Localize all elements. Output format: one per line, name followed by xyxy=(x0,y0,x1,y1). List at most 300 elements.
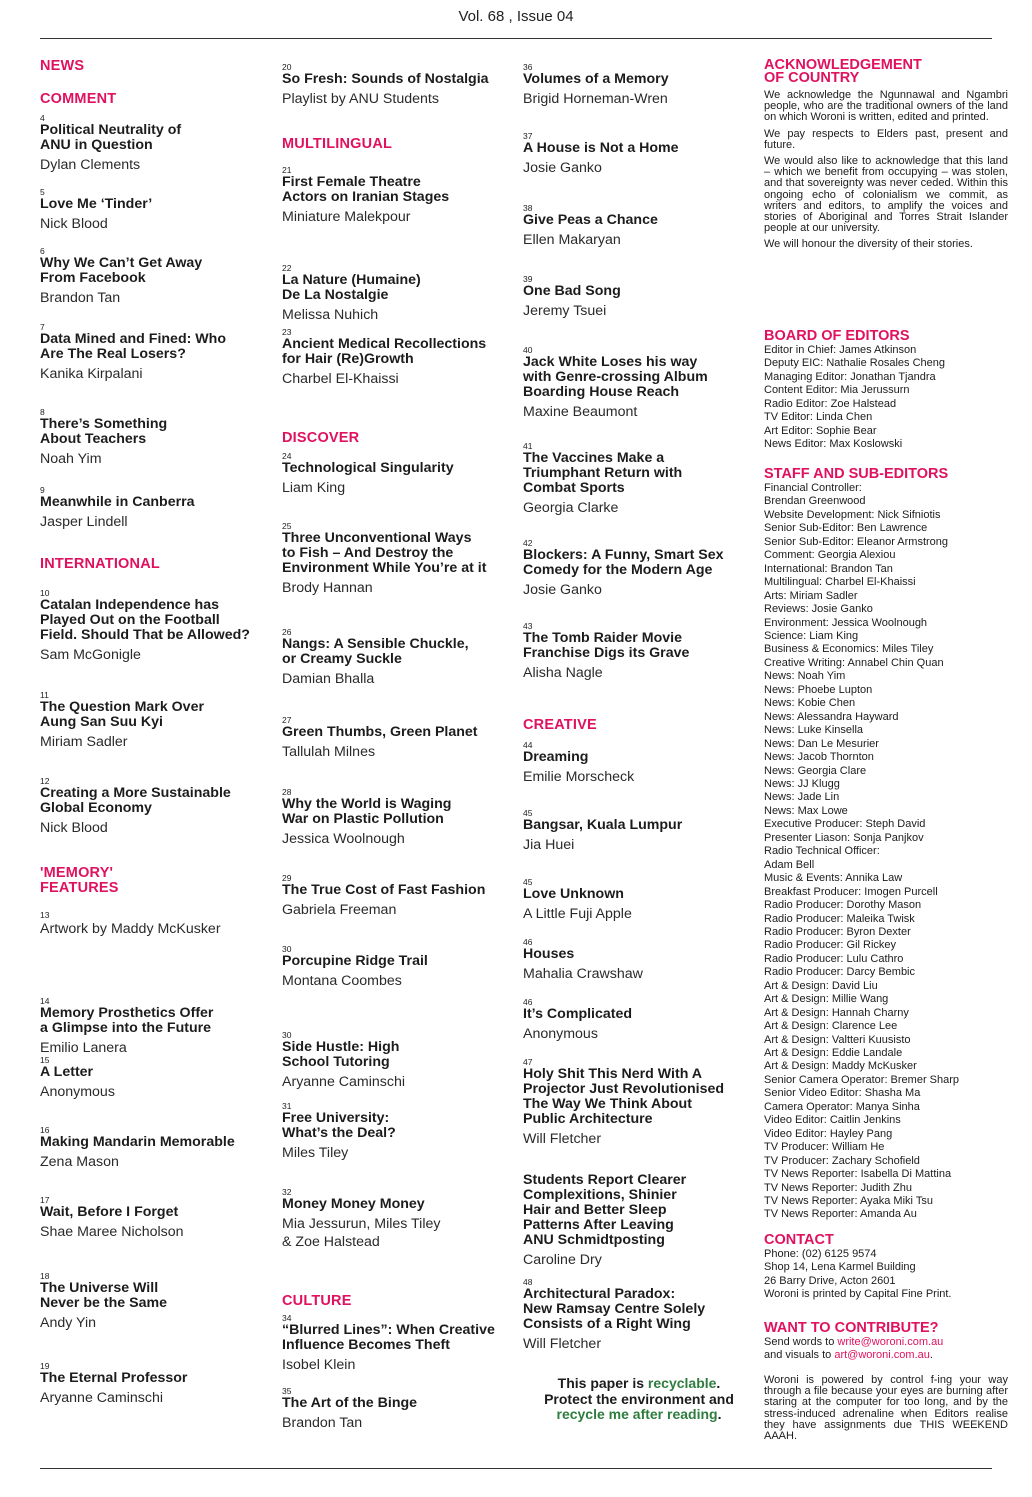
article-author: Shae Maree Nicholson xyxy=(40,1224,184,1240)
article-title: School Tutoring xyxy=(282,1054,390,1070)
article-author: Kanika Kirpalani xyxy=(40,366,143,382)
page-number: 21 xyxy=(282,165,292,175)
article-author: Brigid Horneman-Wren xyxy=(523,91,668,107)
article-title: Triumphant Return with xyxy=(523,465,683,481)
article-title: Actors on Iranian Stages xyxy=(282,189,450,205)
article-author: Playlist by ANU Students xyxy=(282,91,439,107)
staff-member: News: Georgia Clare xyxy=(764,764,867,777)
page-number: 46 xyxy=(523,997,533,1007)
toc-entry[interactable] xyxy=(40,690,272,751)
article-title: There’s Something xyxy=(40,416,168,432)
toc-entry[interactable] xyxy=(40,1195,272,1241)
article-title: Making Mandarin Memorable xyxy=(40,1134,235,1150)
toc-entry[interactable] xyxy=(523,1277,755,1353)
toc-entry[interactable] xyxy=(282,787,514,848)
recycle-text: This paper is xyxy=(557,1375,648,1391)
article-author: Miniature Malekpour xyxy=(282,209,411,225)
staff-member: Video Editor: Caitlin Jenkins xyxy=(764,1114,901,1127)
toc-entry[interactable] xyxy=(523,621,755,682)
staff-member: Multilingual: Charbel El-Khaissi xyxy=(764,576,916,589)
staff-member: Senior Sub-Editor: Ben Lawrence xyxy=(764,522,928,535)
page-number: 12 xyxy=(40,776,50,786)
toc-entry[interactable] xyxy=(523,937,755,983)
ack-paragraph: We pay respects to Elders past, present and future. xyxy=(764,127,1008,151)
toc-entry[interactable] xyxy=(40,1055,272,1101)
article-title: About Teachers xyxy=(40,431,147,447)
article-title: Jack White Loses his way xyxy=(523,354,698,370)
article-author: Emilio Lanera xyxy=(40,1040,127,1056)
staff-member: News: Luke Kinsella xyxy=(764,724,864,737)
article-author: Josie Ganko xyxy=(523,582,602,598)
staff-member: News: Kobie Chen xyxy=(764,697,856,710)
article-author: Gabriela Freeman xyxy=(282,902,397,918)
section-creative: CREATIVE xyxy=(523,717,597,733)
article-title: Consists of a Right Wing xyxy=(523,1316,691,1332)
staff-member: Art & Design: Hannah Charny xyxy=(764,1006,909,1019)
page-number: 43 xyxy=(523,621,533,631)
staff-heading: STAFF AND SUB-EDITORS xyxy=(764,466,949,482)
article-author: Mia Jessurun, Miles Tiley xyxy=(282,1216,441,1232)
toc-entry[interactable] xyxy=(523,1057,755,1148)
article-title: Dreaming xyxy=(523,749,589,765)
article-title: Public Architecture xyxy=(523,1111,653,1127)
page-number: 15 xyxy=(40,1055,50,1065)
article-title: Architectural Paradox: xyxy=(523,1286,676,1302)
article-title: Technological Singularity xyxy=(282,460,454,476)
page-number: 18 xyxy=(40,1271,50,1281)
staff-member: Reviews: Josie Ganko xyxy=(764,603,873,616)
acknowledgement-heading: ACKNOWLEDGEMENT OF COUNTRY xyxy=(764,57,922,86)
article-author: Isobel Klein xyxy=(282,1357,356,1373)
toc-entry[interactable] xyxy=(282,1313,514,1374)
article-author: Will Fletcher xyxy=(523,1336,602,1352)
art-email-link[interactable]: art@woroni.com.au xyxy=(834,1349,930,1362)
board-member: TV Editor: Linda Chen xyxy=(764,411,873,424)
staff-member: Music & Events: Annika Law xyxy=(764,872,903,885)
board-member: News Editor: Max Koslowski xyxy=(764,438,903,451)
article-author: Alisha Nagle xyxy=(523,665,603,681)
recyclable-highlight: recyclable xyxy=(647,1375,717,1391)
toc-entry[interactable] xyxy=(40,996,272,1057)
article-title: to Fish – And Destroy the xyxy=(282,545,454,561)
page-number: 9 xyxy=(40,485,45,495)
section-international: INTERNATIONAL xyxy=(40,556,160,572)
toc-entry[interactable] xyxy=(282,1386,514,1432)
staff-member: Adam Bell xyxy=(764,858,815,871)
page-number: 31 xyxy=(282,1101,292,1111)
toc-entry[interactable] xyxy=(40,407,272,468)
article-title: The Art of the Binge xyxy=(282,1395,418,1411)
article-author: Maxine Beaumont xyxy=(523,404,638,420)
staff-member: Radio Producer: Darcy Bembic xyxy=(764,966,916,979)
toc-entry[interactable] xyxy=(523,877,755,923)
article-author: Emilie Morscheck xyxy=(523,769,635,785)
toc-entry[interactable] xyxy=(523,203,755,249)
page-number: 16 xyxy=(40,1125,50,1135)
section-culture: CULTURE xyxy=(282,1293,352,1309)
staff-member: News: Alessandra Hayward xyxy=(764,710,899,723)
recycle-text: . xyxy=(717,1406,722,1422)
toc-entry[interactable] xyxy=(282,327,514,388)
page-number: 45 xyxy=(523,877,533,887)
article-title: Patterns After Leaving xyxy=(523,1217,674,1233)
page-number: 20 xyxy=(282,62,292,72)
page-number: 45 xyxy=(523,808,533,818)
recycle-text: . xyxy=(716,1375,721,1391)
article-author: Will Fletcher xyxy=(523,1131,602,1147)
contact-heading: CONTACT xyxy=(764,1232,834,1248)
toc-entry[interactable] xyxy=(523,1173,755,1269)
toc-entry[interactable] xyxy=(282,873,514,919)
staff-member: Senior Sub-Editor: Eleanor Armstrong xyxy=(764,535,949,548)
toc-entry[interactable] xyxy=(40,113,272,174)
staff-member: Radio Producer: Maleika Twisk xyxy=(764,912,915,925)
article-author: Tallulah Milnes xyxy=(282,744,376,760)
article-title: Played Out on the Football xyxy=(40,612,220,628)
staff-member: TV News Reporter: Isabella Di Mattina xyxy=(764,1168,952,1181)
staff-member: News: Max Lowe xyxy=(764,804,848,817)
article-author: Brody Hannan xyxy=(282,580,373,596)
staff-member: Website Development: Nick Sifniotis xyxy=(764,508,941,521)
article-title: Free University: xyxy=(282,1110,390,1126)
staff-member: Radio Producer: Dorothy Mason xyxy=(764,899,922,912)
article-title: One Bad Song xyxy=(523,283,621,299)
staff-list xyxy=(764,482,959,1222)
article-author: Ellen Makaryan xyxy=(523,232,621,248)
article-author: Noah Yim xyxy=(40,451,102,467)
article-title: Field. Should That be Allowed? xyxy=(40,627,250,643)
staff-member: Radio Technical Officer: xyxy=(764,845,880,858)
article-author: & Zoe Halstead xyxy=(282,1234,380,1250)
page-number: 32 xyxy=(282,1187,292,1197)
article-title: New Ramsay Centre Solely xyxy=(523,1301,706,1317)
page-number: 29 xyxy=(282,873,292,883)
board-member: Managing Editor: Jonathan Tjandra xyxy=(764,370,936,383)
toc-entry[interactable] xyxy=(40,187,272,233)
page-number: 46 xyxy=(523,937,533,947)
toc-entry[interactable] xyxy=(523,131,755,177)
staff-member: Brendan Greenwood xyxy=(764,495,866,508)
article-author: Anonymous xyxy=(40,1084,115,1100)
article-author: Josie Ganko xyxy=(523,160,602,176)
toc-entry[interactable] xyxy=(523,274,755,320)
article-author: Anonymous xyxy=(523,1026,598,1042)
toc-entry[interactable] xyxy=(523,740,755,786)
staff-member: TV News Reporter: Judith Zhu xyxy=(764,1181,912,1194)
staff-member: Arts: Miriam Sadler xyxy=(764,589,858,602)
toc-entry[interactable] xyxy=(40,246,272,307)
article-title: Volumes of a Memory xyxy=(523,71,669,87)
page-number: 35 xyxy=(282,1386,292,1396)
page-number: 6 xyxy=(40,246,45,256)
page-number: 36 xyxy=(523,62,533,72)
staff-member: News: Phoebe Lupton xyxy=(764,683,873,696)
page-number: 19 xyxy=(40,1361,50,1371)
staff-member: Science: Liam King xyxy=(764,629,859,642)
toc-entry[interactable] xyxy=(523,808,755,854)
contact-details xyxy=(764,1248,952,1302)
article-title: La Nature (Humaine) xyxy=(282,272,421,288)
page-number: 34 xyxy=(282,1313,292,1323)
article-title: a Glimpse into the Future xyxy=(40,1020,212,1036)
toc-entry[interactable] xyxy=(523,345,755,421)
article-title: The Way We Think About xyxy=(523,1096,692,1112)
article-title: What’s the Deal? xyxy=(282,1125,396,1141)
article-title: The Question Mark Over xyxy=(40,699,204,715)
article-title: Global Economy xyxy=(40,800,152,816)
article-title: Why the World is Waging xyxy=(282,796,452,812)
contribute-heading: WANT TO CONTRIBUTE? xyxy=(764,1320,939,1336)
article-title: Blockers: A Funny, Smart Sex xyxy=(523,547,724,563)
article-author: Brandon Tan xyxy=(40,290,121,306)
staff-member: International: Brandon Tan xyxy=(764,562,893,575)
page-number: 14 xyxy=(40,996,50,1006)
article-title: Aung San Suu Kyi xyxy=(40,714,163,730)
article-title: Comedy for the Modern Age xyxy=(523,562,713,578)
ack-paragraph: We will honour the diversity of their stories. xyxy=(764,238,973,251)
staff-member: Art & Design: Valtteri Kuusisto xyxy=(764,1033,911,1046)
staff-member: Art & Design: Clarence Lee xyxy=(764,1020,898,1033)
article-author: Aryanne Caminschi xyxy=(282,1074,406,1090)
toc-entry[interactable] xyxy=(282,451,514,497)
article-title: Never be the Same xyxy=(40,1295,167,1311)
bottom-rule xyxy=(40,1468,992,1469)
recycle-highlight: recycle me after reading xyxy=(556,1406,718,1422)
toc-entry[interactable] xyxy=(523,997,755,1043)
staff-member: Radio Producer: Byron Dexter xyxy=(764,925,911,938)
article-title: Wait, Before I Forget xyxy=(40,1204,179,1220)
write-email-link[interactable]: write@woroni.com.au xyxy=(837,1336,944,1348)
top-rule xyxy=(40,38,992,39)
issue-header: Vol. 68 , Issue 04 xyxy=(458,8,574,25)
article-title: ANU in Question xyxy=(40,137,153,153)
article-title: War on Plastic Pollution xyxy=(282,811,444,827)
article-author: A Little Fuji Apple xyxy=(523,906,632,922)
article-title: Political Neutrality of xyxy=(40,122,182,138)
article-author: Melissa Nuhich xyxy=(282,307,379,323)
staff-member: Radio Producer: Lulu Cathro xyxy=(764,952,904,965)
article-title: Side Hustle: High xyxy=(282,1039,400,1055)
article-title: Meanwhile in Canberra xyxy=(40,494,195,510)
article-author: Georgia Clarke xyxy=(523,500,619,516)
article-author: Charbel El-Khaissi xyxy=(282,371,399,387)
page-number: 26 xyxy=(282,627,292,637)
staff-member: Presenter Liason: Sonja Panjkov xyxy=(764,831,924,844)
article-author: Liam King xyxy=(282,480,346,496)
toc-entry[interactable] xyxy=(282,62,514,108)
article-title: So Fresh: Sounds of Nostalgia xyxy=(282,71,489,87)
article-title: Are The Real Losers? xyxy=(40,346,186,362)
article-author: Jessica Woolnough xyxy=(282,831,405,847)
toc-entry[interactable] xyxy=(523,62,755,108)
section-label-line: 'MEMORY' xyxy=(40,865,114,881)
toc-entry[interactable] xyxy=(282,715,514,761)
article-title: A House is Not a Home xyxy=(523,140,679,156)
article-author: Damian Bhalla xyxy=(282,671,375,687)
article-title: Bangsar, Kuala Lumpur xyxy=(523,817,683,833)
staff-member: News: Jacob Thornton xyxy=(764,751,874,764)
board-member: Editor in Chief: James Atkinson xyxy=(764,344,917,356)
staff-member: Business & Economics: Miles Tiley xyxy=(764,643,934,656)
staff-member: TV News Reporter: Amanda Au xyxy=(764,1208,917,1221)
page-number: 28 xyxy=(282,787,292,797)
board-heading: BOARD OF EDITORS xyxy=(764,328,910,344)
article-title: Holy Shit This Nerd With A xyxy=(523,1066,703,1082)
staff-member: Art & Design: Millie Wang xyxy=(764,993,889,1006)
page-number: 40 xyxy=(523,345,533,355)
section-discover: DISCOVER xyxy=(282,430,360,446)
article-author: Dylan Clements xyxy=(40,157,141,173)
toc-entry[interactable] xyxy=(282,521,514,597)
staff-member: TV Producer: William He xyxy=(764,1141,885,1154)
toc-entry[interactable] xyxy=(523,538,755,599)
article-title: Nangs: A Sensible Chuckle, xyxy=(282,636,469,652)
toc-entry[interactable] xyxy=(282,944,514,990)
page-number: 47 xyxy=(523,1057,533,1067)
article-title: First Female Theatre xyxy=(282,174,421,190)
page-number: 8 xyxy=(40,407,45,417)
page-number: 30 xyxy=(282,944,292,954)
article-title: “Blurred Lines”: When Creative xyxy=(282,1322,495,1338)
article-author: Nick Blood xyxy=(40,216,108,232)
article-author: Caroline Dry xyxy=(523,1252,602,1268)
page-number: 39 xyxy=(523,274,533,284)
article-author: Jia Huei xyxy=(523,837,575,853)
article-title: Houses xyxy=(523,946,575,962)
article-author: Brandon Tan xyxy=(282,1415,363,1431)
ack-paragraph: We would also like to acknowledge that this land – which we benefit from occupying – was stolen, and that sovereignty was never ceded. Within this ongoing echo of colonialism we commit, as writers and editors, to amplify the voices and stories of Aboriginal and Torres Strait Islander people at our university. xyxy=(764,155,1008,235)
article-title: Why We Can’t Get Away xyxy=(40,255,203,271)
page-number: 41 xyxy=(523,441,533,451)
ack-paragraph: We acknowledge the Ngunnawal and Ngambri people, who are the traditional owners of the land on which Woroni is written, edited and printed. xyxy=(764,89,1008,124)
article-author: Sam McGonigle xyxy=(40,647,141,663)
article-title: Students Report Clearer xyxy=(523,1172,687,1188)
staff-member: News: Noah Yim xyxy=(764,670,846,683)
staff-member: News: Jade Lin xyxy=(764,791,840,804)
board-list xyxy=(764,344,945,452)
board-member: Deputy EIC: Nathalie Rosales Cheng xyxy=(764,357,945,370)
article-title: From Facebook xyxy=(40,270,146,286)
staff-member: TV Producer: Zachary Schofield xyxy=(764,1154,920,1167)
staff-member: Art & Design: Maddy McKusker xyxy=(764,1060,917,1073)
article-author: Jeremy Tsuei xyxy=(523,303,607,319)
article-author: Miles Tiley xyxy=(282,1145,349,1161)
article-title: It’s Complicated xyxy=(523,1006,633,1022)
toc-entry[interactable] xyxy=(523,441,755,517)
article-title: with Genre-crossing Album xyxy=(523,369,708,385)
page-number: 37 xyxy=(523,131,533,141)
toc-entry[interactable] xyxy=(40,910,272,938)
contact-line: Shop 14, Lena Karmel Building xyxy=(764,1261,916,1274)
page-number: 27 xyxy=(282,715,292,725)
article-author: Mahalia Crawshaw xyxy=(523,966,643,982)
article-title: Complexitions, Shinier xyxy=(523,1187,677,1203)
article-author: Aryanne Caminschi xyxy=(40,1390,164,1406)
page-number: 10 xyxy=(40,588,50,598)
page-number: 11 xyxy=(40,690,49,700)
article-author: Zena Mason xyxy=(40,1154,119,1170)
article-title: Influence Becomes Theft xyxy=(282,1337,450,1353)
staff-member: Art & Design: David Liu xyxy=(764,979,878,992)
page-number: 48 xyxy=(523,1277,533,1287)
article-title: for Hair (Re)Growth xyxy=(282,351,414,367)
contact-line: 26 Barry Drive, Acton 2601 xyxy=(764,1274,896,1287)
page-number: 23 xyxy=(282,327,292,337)
staff-member: Comment: Georgia Alexiou xyxy=(764,549,896,562)
article-author: Miriam Sadler xyxy=(40,734,128,750)
article-author: Andy Yin xyxy=(40,1315,97,1331)
toc-entry[interactable] xyxy=(40,1271,272,1332)
article-title: Money Money Money xyxy=(282,1196,425,1212)
toc-entry[interactable] xyxy=(282,1101,514,1162)
staff-member: Breakfast Producer: Imogen Purcell xyxy=(764,885,938,898)
toc-entry[interactable] xyxy=(40,776,272,837)
article-author: Artwork by Maddy McKusker xyxy=(40,921,221,937)
article-author: Nick Blood xyxy=(40,820,108,836)
staff-member: News: Dan Le Mesurier xyxy=(764,737,879,750)
staff-member: Financial Controller: xyxy=(764,482,862,494)
page-number: 42 xyxy=(523,538,533,548)
toc-entry[interactable] xyxy=(282,1030,514,1091)
toc-entry[interactable] xyxy=(282,263,514,324)
toc-entry[interactable] xyxy=(40,322,272,383)
staff-member: Senior Camera Operator: Bremer Sharp xyxy=(764,1073,960,1086)
staff-member: Senior Video Editor: Shasha Ma xyxy=(764,1087,921,1100)
board-member: Radio Editor: Zoe Halstead xyxy=(764,397,897,410)
toc-entry[interactable] xyxy=(40,1361,272,1407)
staff-member: Video Editor: Hayley Pang xyxy=(764,1127,893,1140)
section-label-line: FEATURES xyxy=(40,880,119,896)
toc-entry[interactable] xyxy=(282,1187,514,1251)
article-title: Combat Sports xyxy=(523,480,625,496)
article-title: Catalan Independence has xyxy=(40,597,219,613)
contact-line: Woroni is printed by Capital Fine Print. xyxy=(764,1288,952,1301)
page-number: 13 xyxy=(40,910,50,920)
footer-note: Woroni is powered by control f-ing your way through a file because your eyes are burning after staring at the computer for too long, and by the stress-induced adrenaline when Editors realise they have assignments due THIS WEEKEND AAAH. xyxy=(764,1374,1008,1443)
article-title: The True Cost of Fast Fashion xyxy=(282,882,486,898)
article-title: Green Thumbs, Green Planet xyxy=(282,724,478,740)
staff-member: Art & Design: Eddie Landale xyxy=(764,1047,903,1060)
article-title: De La Nostalgie xyxy=(282,287,389,303)
article-author: Jasper Lindell xyxy=(40,514,128,530)
board-member: Art Editor: Sophie Bear xyxy=(764,424,877,437)
article-title: Ancient Medical Recollections xyxy=(282,336,487,352)
toc-entry[interactable] xyxy=(282,627,514,688)
article-title: Data Mined and Fined: Who xyxy=(40,331,227,347)
toc-entry[interactable] xyxy=(282,165,514,226)
toc-entry[interactable] xyxy=(40,1125,272,1171)
staff-member: Creative Writing: Annabel Chin Quan xyxy=(764,656,944,669)
toc-entry[interactable] xyxy=(40,588,272,664)
article-title: Memory Prosthetics Offer xyxy=(40,1005,214,1021)
section-comment: COMMENT xyxy=(40,91,117,107)
page-number: 25 xyxy=(282,521,292,531)
toc-entry[interactable] xyxy=(40,485,272,531)
contact-line: Phone: (02) 6125 9574 xyxy=(764,1248,877,1260)
article-title: The Vaccines Make a xyxy=(523,450,665,466)
article-title: The Universe Will xyxy=(40,1280,159,1296)
article-title: Love Unknown xyxy=(523,886,624,902)
contribute-text: Send words to write@woroni.com.au and visuals to art@woroni.com.au. xyxy=(764,1336,944,1362)
article-title: Hair and Better Sleep xyxy=(523,1202,667,1218)
article-title: Environment While You’re at it xyxy=(282,560,487,576)
page-number: 24 xyxy=(282,451,292,461)
article-title: Boarding House Reach xyxy=(523,384,680,400)
article-title: The Eternal Professor xyxy=(40,1370,188,1386)
page-number: 4 xyxy=(40,113,45,123)
page-number: 30 xyxy=(282,1030,292,1040)
article-title: Give Peas a Chance xyxy=(523,212,658,228)
